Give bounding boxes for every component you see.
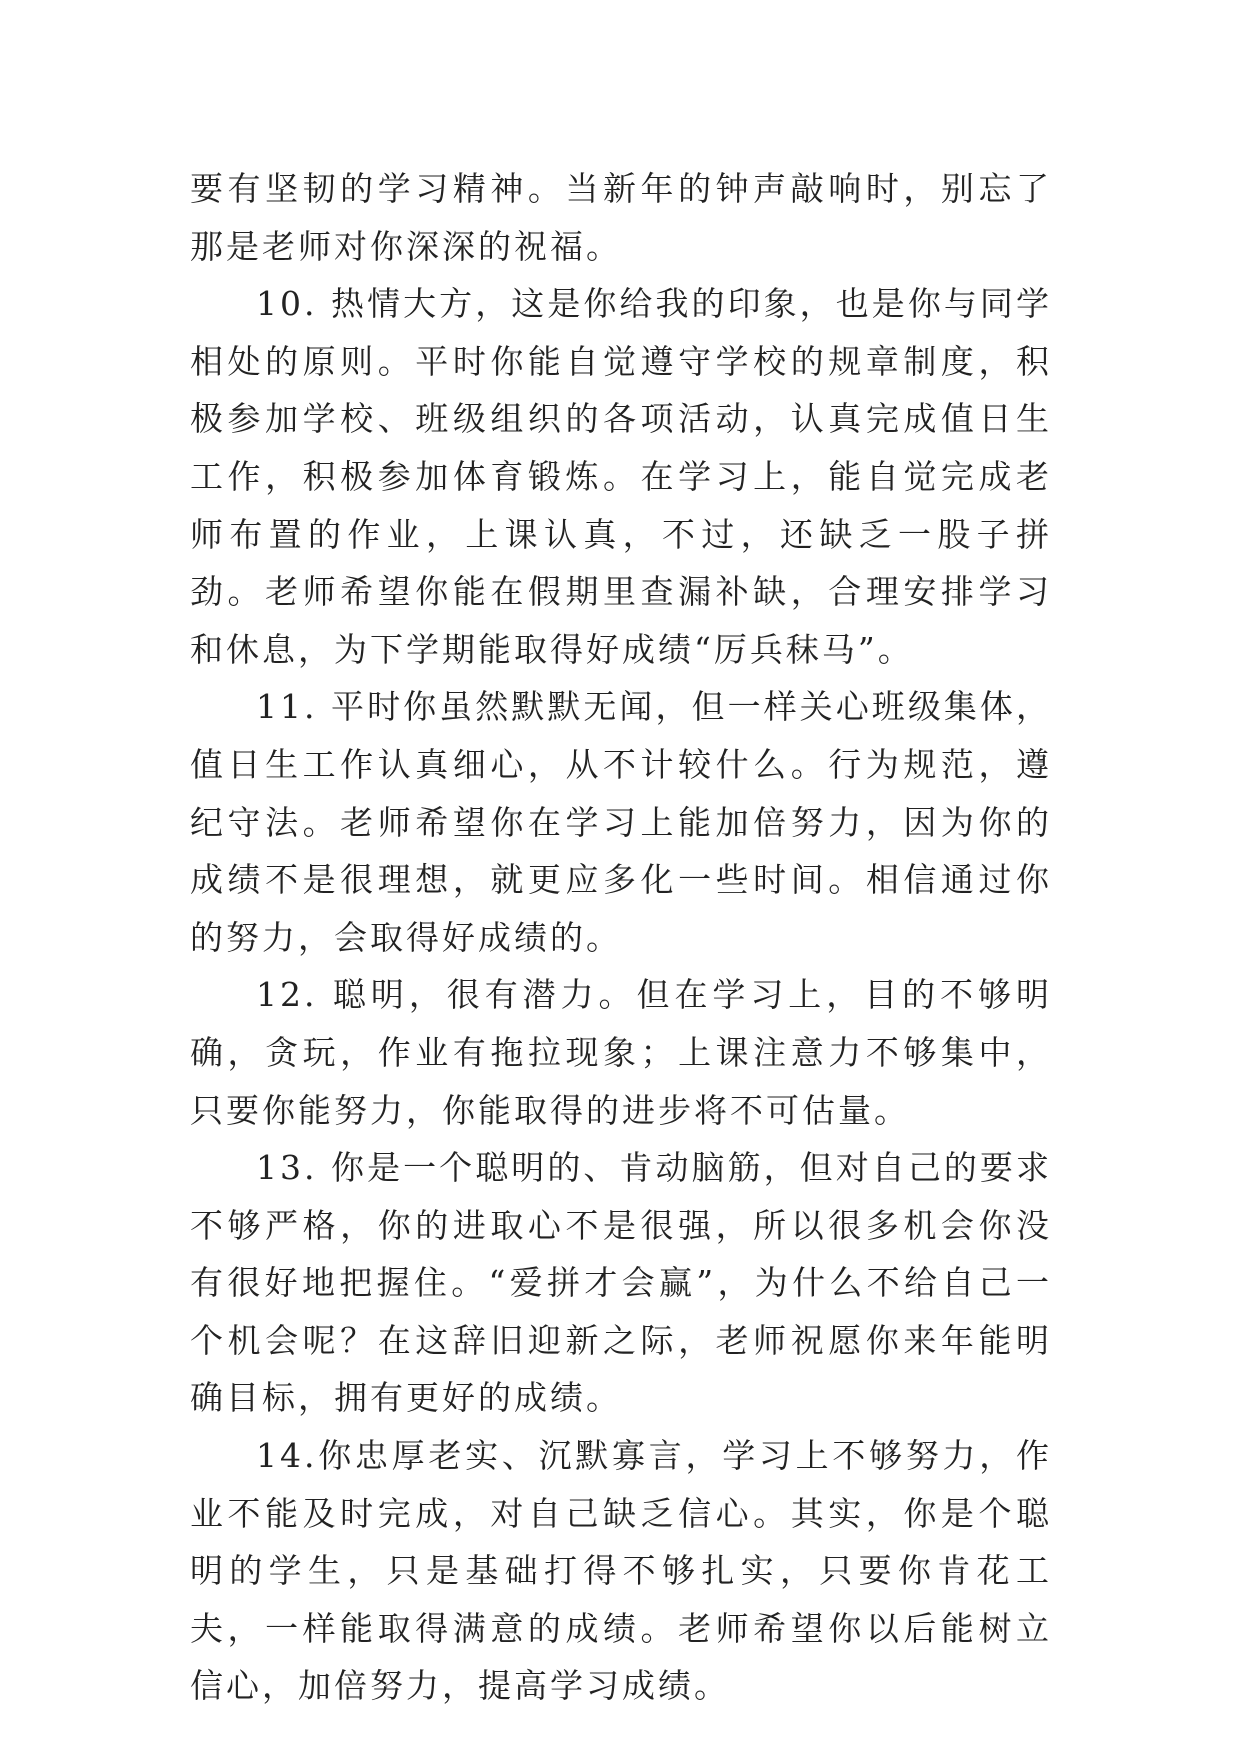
paragraph-item-14: 14.你忠厚老实、沉默寡言，学习上不够努力，作业不能及时完成，对自己缺乏信心。其实，你是个聪明的学生，只是基础打得不够扎实，只要你肯花工夫，一样能取得满意的成绩。老师希望你以后能树立信心，加倍努力，提高学习成绩。: [190, 1436, 1052, 1706]
paragraph-item-10: 10. 热情大方，这是你给我的印象，也是你与同学相处的原则。平时你能自觉遵守学校的规章制度，积极参加学校、班级组织的各项活动，认真完成值日生工作，积极参加体育锻炼。在学习上，能自觉完成老师布置的作业，上课认真，不过，还缺乏一股子拼劲。老师希望你能在假期里查漏补缺，合理安排学习和休息，为下学期能取得好成绩“厉兵秣马”。: [190, 284, 1052, 669]
paragraph-item-12: 12. 聪明，很有潜力。但在学习上，目的不够明确，贪玩，作业有拖拉现象；上课注意力不够集中，只要你能努力，你能取得的进步将不可估量。: [190, 975, 1052, 1130]
document-body: [190, 160, 1052, 1715]
paragraph-item-11: 11. 平时你虽然默默无闻，但一样关心班级集体，值日生工作认真细心，从不计较什么。行为规范，遵纪守法。老师希望你在学习上能加倍努力，因为你的成绩不是很理想，就更应多化一些时间。相信通过你的努力，会取得好成绩的。: [190, 687, 1052, 957]
paragraph-item-13: 13. 你是一个聪明的、肯动脑筋，但对自己的要求不够严格，你的进取心不是很强，所以很多机会你没有很好地把握住。“爱拼才会赢”，为什么不给自己一个机会呢？在这辞旧迎新之际，老师祝愿你来年能明确目标，拥有更好的成绩。: [190, 1148, 1052, 1418]
paragraph-continuation: 要有坚韧的学习精神。当新年的钟声敲响时，别忘了那是老师对你深深的祝福。: [190, 169, 1052, 266]
